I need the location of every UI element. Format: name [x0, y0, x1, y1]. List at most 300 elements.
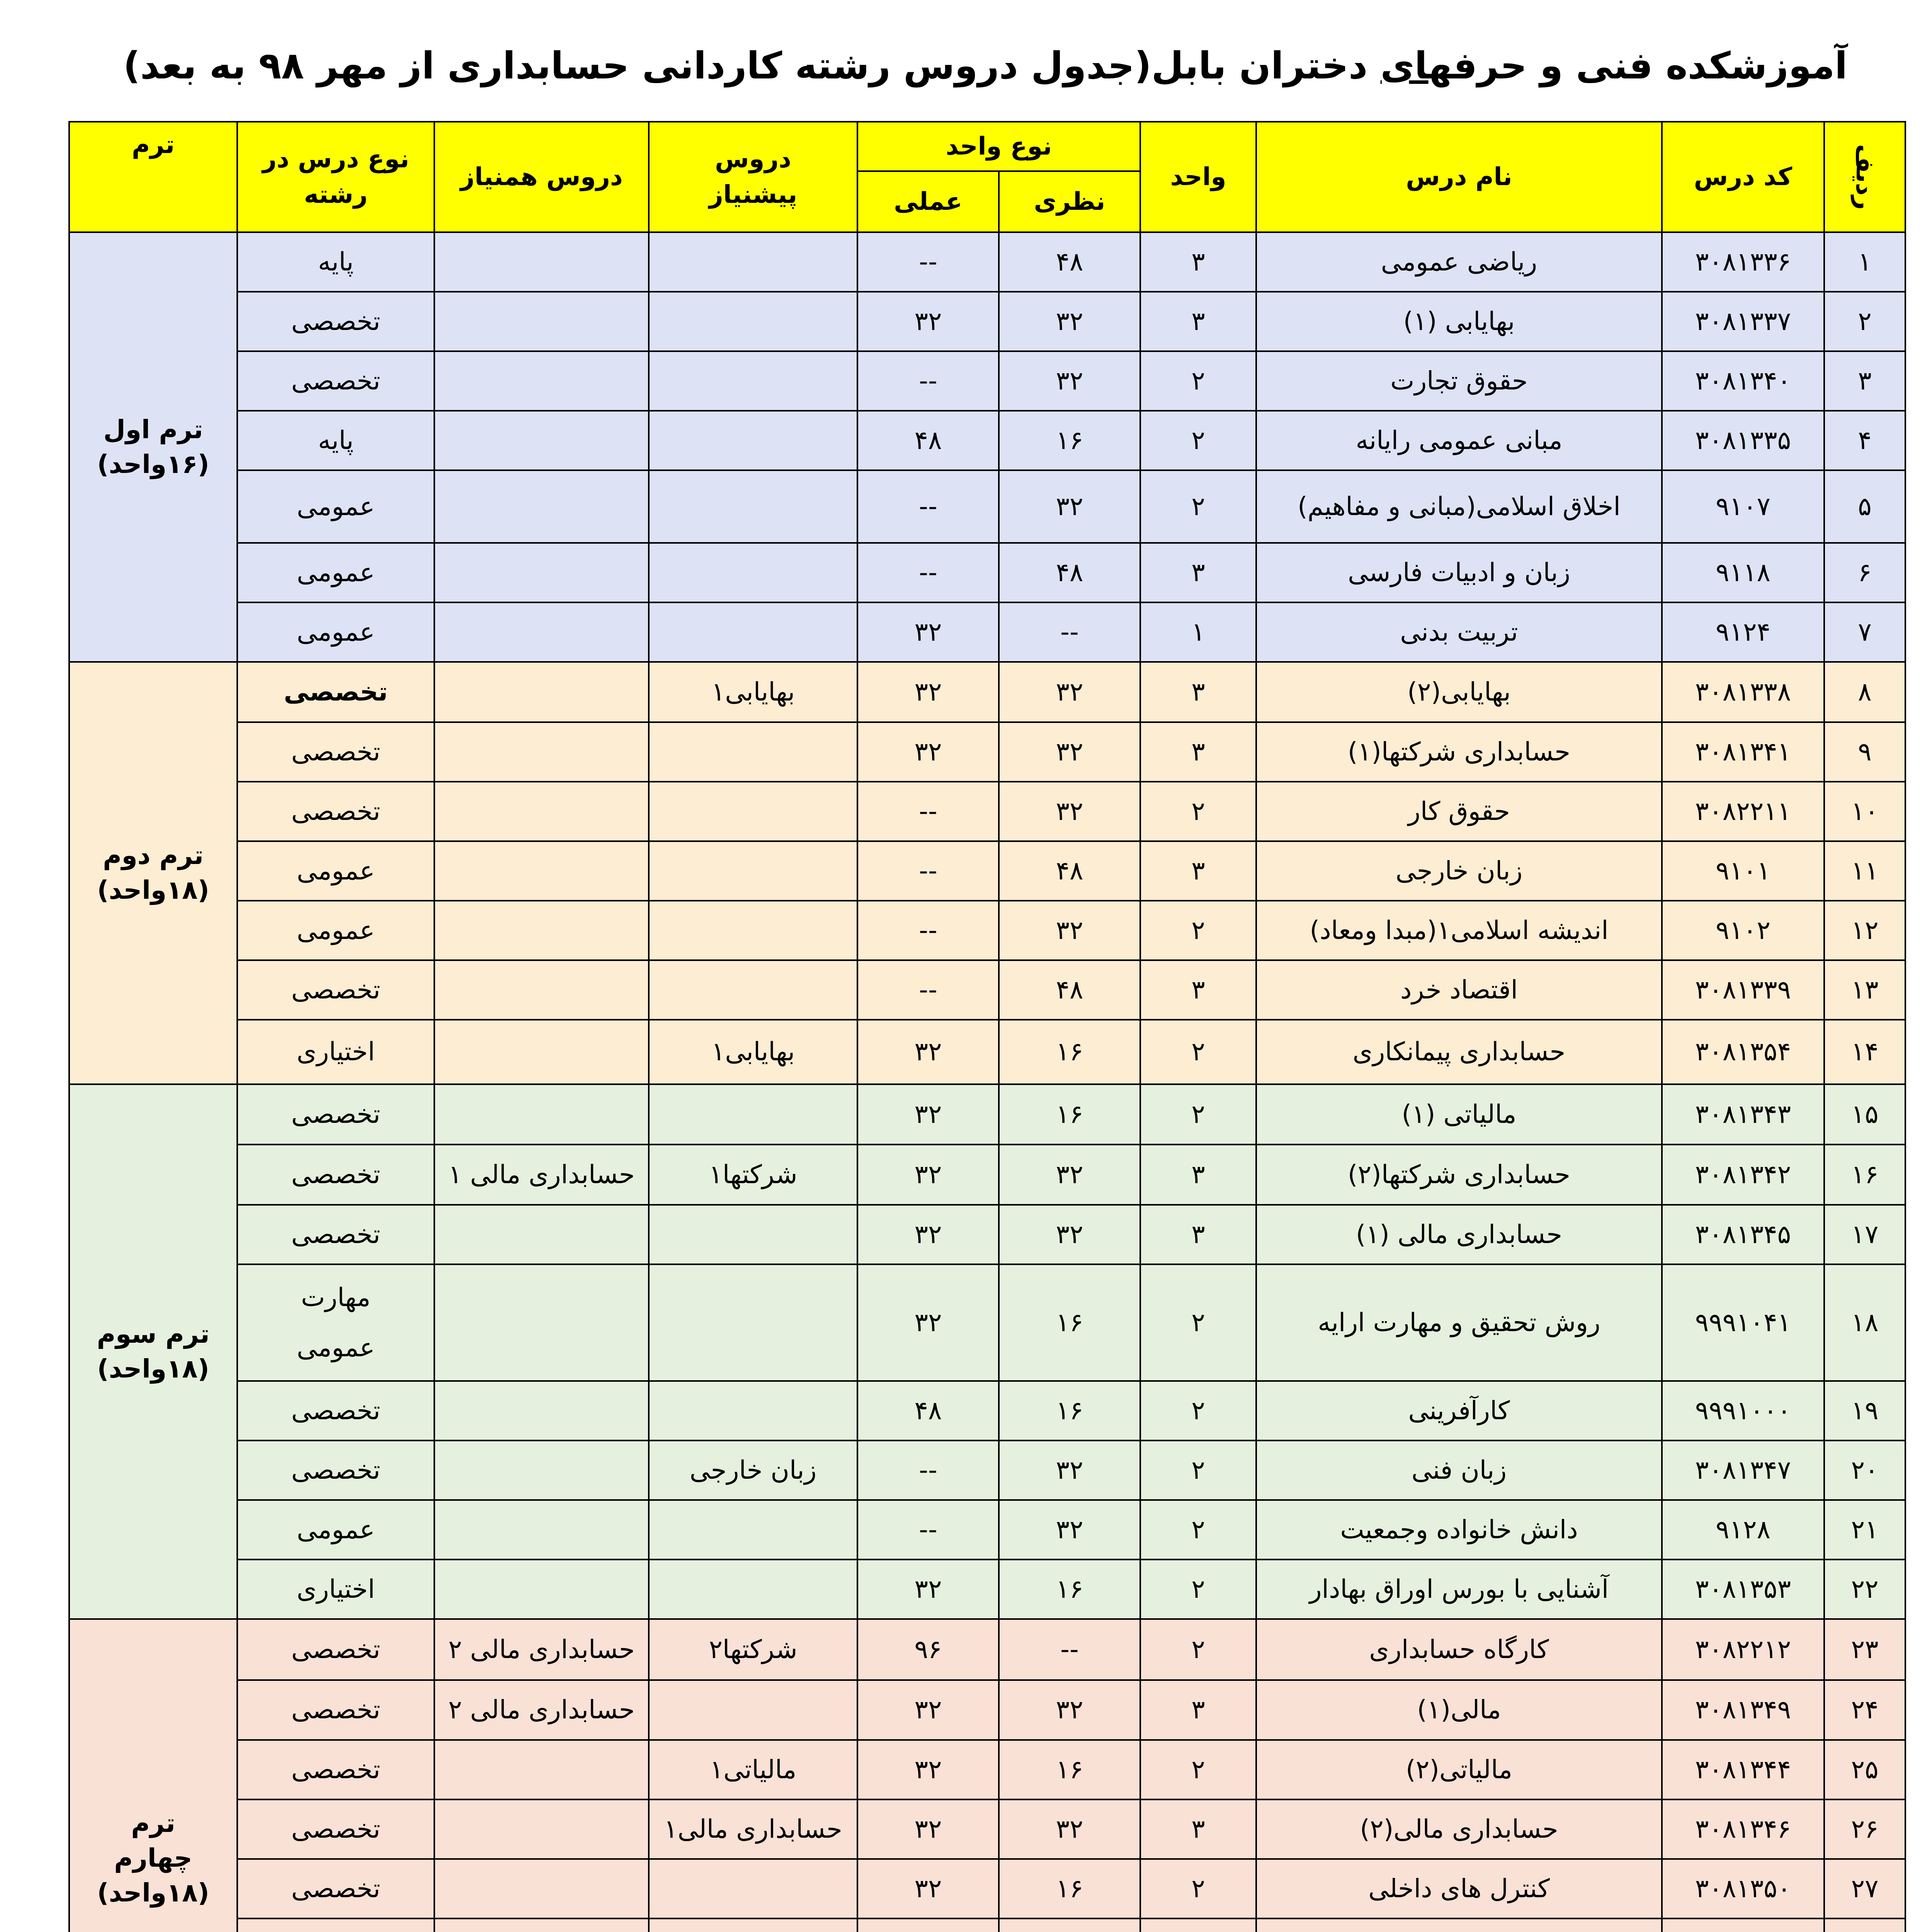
corequisite-cell — [434, 232, 649, 292]
corequisite-cell — [434, 1918, 649, 1932]
theory-hours-cell: ۱۶ — [999, 1381, 1140, 1440]
course-name-cell: مالیاتی(۲) — [1256, 1740, 1662, 1799]
practical-hours-cell: ۳۲ — [857, 1560, 999, 1619]
theory-hours-cell: ۳۲ — [999, 1205, 1140, 1264]
theory-hours-cell: ۳۲ — [999, 292, 1140, 351]
course-name-cell: ریاضی عمومی — [1256, 232, 1662, 292]
course-code-cell: ۳۰۸۱۳۴۵ — [1662, 1205, 1824, 1264]
units-cell: ۳ — [1140, 1799, 1256, 1859]
units-cell: ۳ — [1140, 960, 1256, 1020]
corequisite-cell — [434, 960, 649, 1020]
units-cell: ۲ — [1140, 1264, 1256, 1381]
course-code-cell: ۹۱۰۷ — [1662, 470, 1824, 543]
theory-hours-cell: ۳۲ — [999, 662, 1140, 722]
corequisite-cell — [434, 722, 649, 782]
practical-hours-cell: ۳۲ — [857, 1799, 999, 1859]
course-name-cell: کارگاه حسابداری — [1256, 1619, 1662, 1680]
practical-hours-cell: -- — [857, 351, 999, 411]
prerequisite-cell — [649, 1560, 857, 1619]
term-cell — [69, 662, 237, 1084]
course-type-cell: تخصصی — [237, 662, 434, 722]
corequisite-cell — [434, 901, 649, 960]
table-row — [69, 1740, 1905, 1799]
corequisite-cell — [434, 411, 649, 470]
table-row — [69, 1500, 1905, 1560]
table-row — [69, 292, 1905, 351]
practical-hours-cell: ۳۲ — [857, 1205, 999, 1264]
header-row-number: ردیف — [1824, 122, 1905, 232]
prerequisite-cell — [649, 1205, 857, 1264]
course-code-cell: ۳۰۸۲۲۱۲ — [1662, 1619, 1824, 1680]
corequisite-cell: حسابداری مالی ۱ — [434, 1145, 649, 1205]
row-number-cell: ۱۹ — [1824, 1381, 1905, 1440]
course-type-cell: تخصصی — [237, 1084, 434, 1145]
practical-hours-cell: ۳۲ — [857, 1740, 999, 1799]
row-number-cell: ۱۲ — [1824, 901, 1905, 960]
course-name-cell: حسابداری شرکتها(۲) — [1256, 1145, 1662, 1205]
course-name-cell: حسابداری مالی (۱) — [1256, 1205, 1662, 1264]
row-number-cell: ۱۵ — [1824, 1084, 1905, 1145]
term-label-line: ترم اول — [103, 414, 203, 444]
course-type-cell: تخصصی — [237, 782, 434, 841]
theory-hours-cell: ۴۸ — [999, 232, 1140, 292]
prerequisite-cell: زبان خارجی — [649, 1440, 857, 1500]
title-pre: آموزشکده فنی و حرفه — [1428, 44, 1848, 87]
row-number-cell: ۱۶ — [1824, 1145, 1905, 1205]
header-name: نام درس — [1256, 122, 1662, 232]
course-type-cell: عمومی — [237, 1500, 434, 1560]
prerequisite-cell — [649, 782, 857, 841]
row-number-cell: ۲۱ — [1824, 1500, 1905, 1560]
units-cell: ۳ — [1140, 232, 1256, 292]
course-name-cell: کارآفرینی — [1256, 1381, 1662, 1440]
units-cell: ۲ — [1140, 1740, 1256, 1799]
header-units: واحد — [1140, 122, 1256, 232]
practical-hours-cell: -- — [857, 1500, 999, 1560]
prerequisite-cell: بهایابی۱ — [649, 1020, 857, 1084]
term-label-line: چهارم — [114, 1843, 192, 1873]
course-code-cell: ۹۱۰۲ — [1662, 901, 1824, 960]
course-code-cell: ۳۰۸۱۳۴۰ — [1662, 351, 1824, 411]
practical-hours-cell: ۳۲ — [857, 1084, 999, 1145]
practical-hours-cell: -- — [857, 841, 999, 901]
practical-hours-cell: ۹۶ — [857, 1619, 999, 1680]
course-type-part: مهارت — [301, 1282, 371, 1313]
course-code-cell: ۳۰۸۱۳۳۶ — [1662, 232, 1824, 292]
units-cell: ۳ — [1140, 662, 1256, 722]
course-type-part: عمومی — [297, 1333, 375, 1363]
corequisite-cell — [434, 662, 649, 722]
theory-hours-cell: ۳۲ — [999, 1145, 1140, 1205]
theory-hours-cell: ۳۲ — [999, 470, 1140, 543]
row-number-cell: ۲۳ — [1824, 1619, 1905, 1680]
theory-hours-cell: ۴۸ — [999, 543, 1140, 602]
course-type-cell: پایه — [237, 232, 434, 292]
corequisite-cell — [434, 351, 649, 411]
theory-hours-cell: ۱۶ — [999, 1020, 1140, 1084]
course-code-cell: ۳۰۸۱۳۴۲ — [1662, 1145, 1824, 1205]
prerequisite-cell: حسابداری مالی۱ — [649, 1799, 857, 1859]
table-row — [69, 782, 1905, 841]
prerequisite-cell — [649, 351, 857, 411]
term-cell — [69, 232, 237, 662]
theory-hours-cell: ۳۲ — [999, 782, 1140, 841]
practical-hours-cell: ۳۲ — [857, 602, 999, 662]
practical-hours-cell: ۴۸ — [857, 1381, 999, 1440]
course-name-cell: اقتصاد خرد — [1256, 960, 1662, 1020]
course-code-cell: ۳۰۸۱۳۵۳ — [1662, 1560, 1824, 1619]
prerequisite-cell — [649, 1859, 857, 1918]
practical-hours-cell: ۳۲ — [857, 1680, 999, 1740]
course-name-cell: مبانی عمومی رایانه — [1256, 411, 1662, 470]
document-title — [46, 37, 1924, 95]
course-name-cell: زبان خارجی — [1256, 841, 1662, 901]
theory-hours-cell: ۳۲ — [999, 722, 1140, 782]
course-code-cell: ۳۰۸۱۳۴۴ — [1662, 1740, 1824, 1799]
course-type-cell: اختیاری — [237, 1020, 434, 1084]
table-row — [69, 1918, 1905, 1932]
row-number-cell: ۱۳ — [1824, 960, 1905, 1020]
row-number-cell — [1824, 1918, 1905, 1932]
practical-hours-cell: ۳۲ — [857, 1264, 999, 1381]
course-name-cell: زبان و ادبیات فارسی — [1256, 543, 1662, 602]
table-row — [69, 1145, 1905, 1205]
theory-hours-cell: ۳۲ — [999, 351, 1140, 411]
row-number-cell: ۲۷ — [1824, 1859, 1905, 1918]
prerequisite-cell — [649, 602, 857, 662]
practical-hours-cell — [857, 1918, 999, 1932]
practical-hours-cell: -- — [857, 901, 999, 960]
course-type-cell — [237, 1264, 434, 1381]
corequisite-cell — [434, 1560, 649, 1619]
course-code-cell: ۹۱۰۱ — [1662, 841, 1824, 901]
course-type-cell: عمومی — [237, 543, 434, 602]
theory-hours-cell: ۳۲ — [999, 1799, 1140, 1859]
row-number-cell: ۴ — [1824, 411, 1905, 470]
course-code-cell: ۳۰۸۱۳۴۹ — [1662, 1680, 1824, 1740]
course-type-cell: تخصصی — [237, 1799, 434, 1859]
row-number-cell: ۶ — [1824, 543, 1905, 602]
term-label-line: ترم سوم — [97, 1319, 210, 1349]
term-label-line: (۱۸واحد) — [97, 875, 209, 905]
row-number-cell: ۸ — [1824, 662, 1905, 722]
course-type-cell: پایه — [237, 411, 434, 470]
units-cell: ۲ — [1140, 1440, 1256, 1500]
theory-hours-cell: ۱۶ — [999, 1084, 1140, 1145]
theory-hours-cell: ۱۶ — [999, 1740, 1140, 1799]
header-course-type: نوع درس در رشته — [237, 122, 434, 232]
course-type-cell — [237, 1918, 434, 1932]
units-cell: ۳ — [1140, 722, 1256, 782]
table-row — [69, 722, 1905, 782]
course-code-cell: ۳۰۸۱۳۴۱ — [1662, 722, 1824, 782]
corequisite-cell — [434, 1381, 649, 1440]
table-row — [69, 470, 1905, 543]
term-cell — [69, 1084, 237, 1619]
row-number-cell: ۲۶ — [1824, 1799, 1905, 1859]
course-code-cell: ۳۰۸۱۳۴۷ — [1662, 1440, 1824, 1500]
course-code-cell: ۳۰۸۱۳۳۹ — [1662, 960, 1824, 1020]
units-cell: ۲ — [1140, 1020, 1256, 1084]
table-body — [69, 232, 1905, 1932]
course-type-cell: تخصصی — [237, 1619, 434, 1680]
course-code-cell — [1662, 1918, 1824, 1932]
course-code-cell: ۹۱۲۴ — [1662, 602, 1824, 662]
title-underlined: ای — [1380, 44, 1429, 87]
course-code-cell: ۳۰۸۱۳۳۷ — [1662, 292, 1824, 351]
term-label-line: (۱۶واحد) — [97, 449, 209, 479]
table-row — [69, 960, 1905, 1020]
table-header — [69, 122, 1905, 232]
prerequisite-cell — [649, 1918, 857, 1932]
theory-hours-cell: ۱۶ — [999, 1264, 1140, 1381]
course-type-cell: اختیاری — [237, 1560, 434, 1619]
corequisite-cell — [434, 1500, 649, 1560]
units-cell: ۲ — [1140, 351, 1256, 411]
row-number-cell: ۲۲ — [1824, 1560, 1905, 1619]
corequisite-cell — [434, 470, 649, 543]
course-code-cell: ۹۹۹۱۰۰۰ — [1662, 1381, 1824, 1440]
corequisite-cell — [434, 1020, 649, 1084]
course-type-cell: تخصصی — [237, 722, 434, 782]
course-type-cell: تخصصی — [237, 1205, 434, 1264]
course-code-cell: ۳۰۸۱۳۳۵ — [1662, 411, 1824, 470]
theory-hours-cell: ۱۶ — [999, 1859, 1140, 1918]
prerequisite-cell — [649, 901, 857, 960]
course-name-cell: حسابداری پیمانکاری — [1256, 1020, 1662, 1084]
practical-hours-cell: -- — [857, 232, 999, 292]
units-cell: ۲ — [1140, 1560, 1256, 1619]
course-type-cell: تخصصی — [237, 960, 434, 1020]
row-number-cell: ۲ — [1824, 292, 1905, 351]
corequisite-cell — [434, 1264, 649, 1381]
theory-hours-cell: ۱۶ — [999, 411, 1140, 470]
row-number-cell: ۲۴ — [1824, 1680, 1905, 1740]
table-row — [69, 1680, 1905, 1740]
practical-hours-cell: -- — [857, 960, 999, 1020]
course-code-cell: ۹۹۹۱۰۴۱ — [1662, 1264, 1824, 1381]
course-code-cell: ۳۰۸۲۲۱۱ — [1662, 782, 1824, 841]
course-code-cell: ۳۰۸۱۳۴۳ — [1662, 1084, 1824, 1145]
row-number-cell: ۱۴ — [1824, 1020, 1905, 1084]
course-type-cell: تخصصی — [237, 1680, 434, 1740]
prerequisite-cell — [649, 841, 857, 901]
course-code-cell: ۳۰۸۱۳۵۰ — [1662, 1859, 1824, 1918]
course-type-cell: عمومی — [237, 841, 434, 901]
prerequisite-cell — [649, 232, 857, 292]
theory-hours-cell: -- — [999, 1619, 1140, 1680]
course-name-cell: مالیاتی (۱) — [1256, 1084, 1662, 1145]
header-coreq: دروس همنیاز — [434, 122, 649, 232]
row-number-cell: ۲۵ — [1824, 1740, 1905, 1799]
term-label-line: (۱۸واحد) — [97, 1878, 209, 1908]
units-cell: ۲ — [1140, 1500, 1256, 1560]
units-cell: ۳ — [1140, 1680, 1256, 1740]
prerequisite-cell — [649, 1264, 857, 1381]
course-name-cell: بهایابی (۱) — [1256, 292, 1662, 351]
table-row — [69, 351, 1905, 411]
prerequisite-cell: مالیاتی۱ — [649, 1740, 857, 1799]
table-row — [69, 1084, 1905, 1145]
practical-hours-cell: ۳۲ — [857, 722, 999, 782]
prerequisite-cell — [649, 1680, 857, 1740]
table-row — [69, 1799, 1905, 1859]
row-number-cell: ۱۱ — [1824, 841, 1905, 901]
header-theory: نظری — [999, 171, 1140, 232]
table-row — [69, 1560, 1905, 1619]
header-unit-type: نوع واحد — [857, 122, 1140, 171]
units-cell: ۲ — [1140, 470, 1256, 543]
course-type-cell: تخصصی — [237, 292, 434, 351]
course-name-cell: حقوق تجارت — [1256, 351, 1662, 411]
term-label-line: ترم — [131, 1808, 175, 1838]
prerequisite-cell: شرکتها۲ — [649, 1619, 857, 1680]
theory-hours-cell — [999, 1918, 1140, 1932]
table-row — [69, 841, 1905, 901]
practical-hours-cell: -- — [857, 1440, 999, 1500]
row-number-cell: ۷ — [1824, 602, 1905, 662]
units-cell: ۲ — [1140, 1381, 1256, 1440]
units-cell: ۲ — [1140, 901, 1256, 960]
practical-hours-cell: -- — [857, 543, 999, 602]
units-cell: ۳ — [1140, 543, 1256, 602]
prerequisite-cell — [649, 1084, 857, 1145]
row-number-cell: ۵ — [1824, 470, 1905, 543]
course-type-cell: تخصصی — [237, 1145, 434, 1205]
course-name-cell: حقوق کار — [1256, 782, 1662, 841]
course-type-cell: تخصصی — [237, 1381, 434, 1440]
prerequisite-cell — [649, 1381, 857, 1440]
course-name-cell: تربیت بدنی — [1256, 602, 1662, 662]
practical-hours-cell: ۳۲ — [857, 1859, 999, 1918]
term-label-line: ترم دوم — [103, 840, 204, 871]
course-name-cell: بهایابی(۲) — [1256, 662, 1662, 722]
practical-hours-cell: ۳۲ — [857, 1020, 999, 1084]
units-cell: ۲ — [1140, 411, 1256, 470]
table-row — [69, 232, 1905, 292]
table-row — [69, 901, 1905, 960]
corequisite-cell — [434, 1205, 649, 1264]
header-code: کد درس — [1662, 122, 1824, 232]
prerequisite-cell — [649, 411, 857, 470]
course-name-cell: زبان فنی — [1256, 1440, 1662, 1500]
row-number-cell: ۲۰ — [1824, 1440, 1905, 1500]
course-code-cell: ۹۱۲۸ — [1662, 1500, 1824, 1560]
practical-hours-cell: ۳۲ — [857, 292, 999, 351]
theory-hours-cell: ۳۲ — [999, 1500, 1140, 1560]
course-name-cell: مالی(۱) — [1256, 1680, 1662, 1740]
course-type-cell: عمومی — [237, 602, 434, 662]
course-type-cell: تخصصی — [237, 351, 434, 411]
header-prereq: دروس پیشنیاز — [649, 122, 857, 232]
course-type-cell: تخصصی — [237, 1859, 434, 1918]
corequisite-cell: حسابداری مالی ۲ — [434, 1619, 649, 1680]
corequisite-cell — [434, 602, 649, 662]
theory-hours-cell: -- — [999, 602, 1140, 662]
table-row — [69, 1859, 1905, 1918]
header-practical: عملی — [857, 171, 999, 232]
course-table — [68, 121, 1906, 1932]
course-name-cell: روش تحقیق و مهارت ارایه — [1256, 1264, 1662, 1381]
corequisite-cell — [434, 543, 649, 602]
theory-hours-cell: ۳۲ — [999, 1680, 1140, 1740]
prerequisite-cell: بهایابی۱ — [649, 662, 857, 722]
units-cell: ۲ — [1140, 1619, 1256, 1680]
corequisite-cell — [434, 292, 649, 351]
course-name-cell — [1256, 1918, 1662, 1932]
corequisite-cell — [434, 1799, 649, 1859]
course-name-cell: کنترل های داخلی — [1256, 1859, 1662, 1918]
table-row — [69, 1205, 1905, 1264]
course-code-cell: ۳۰۸۱۳۵۴ — [1662, 1020, 1824, 1084]
units-cell: ۳ — [1140, 1145, 1256, 1205]
corequisite-cell — [434, 841, 649, 901]
corequisite-cell — [434, 782, 649, 841]
prerequisite-cell — [649, 1500, 857, 1560]
table-row — [69, 411, 1905, 470]
corequisite-cell — [434, 1084, 649, 1145]
theory-hours-cell: ۴۸ — [999, 841, 1140, 901]
course-name-cell: آشنایی با بورس اوراق بهادار — [1256, 1560, 1662, 1619]
course-name-cell: دانش خانواده وجمعیت — [1256, 1500, 1662, 1560]
theory-hours-cell: ۳۲ — [999, 901, 1140, 960]
course-code-cell: ۳۰۸۱۳۳۸ — [1662, 662, 1824, 722]
practical-hours-cell: -- — [857, 782, 999, 841]
corequisite-cell — [434, 1440, 649, 1500]
prerequisite-cell — [649, 960, 857, 1020]
title-post: دختران بابل(جدول دروس رشته کاردانی حسابداری از مهر ۹۸ به بعد) — [123, 44, 1381, 87]
row-number-cell: ۱ — [1824, 232, 1905, 292]
practical-hours-cell: ۳۲ — [857, 662, 999, 722]
course-code-cell: ۹۱۱۸ — [1662, 543, 1824, 602]
units-cell: ۳ — [1140, 1205, 1256, 1264]
prerequisite-cell: شرکتها۱ — [649, 1145, 857, 1205]
table-row — [69, 1440, 1905, 1500]
prerequisite-cell — [649, 470, 857, 543]
table-row — [69, 1381, 1905, 1440]
corequisite-cell: حسابداری مالی ۲ — [434, 1680, 649, 1740]
practical-hours-cell: ۴۸ — [857, 411, 999, 470]
row-number-cell: ۱۷ — [1824, 1205, 1905, 1264]
prerequisite-cell — [649, 543, 857, 602]
course-name-cell: اندیشه اسلامی۱(مبدا ومعاد) — [1256, 901, 1662, 960]
header-term: ترم — [69, 122, 237, 232]
corequisite-cell — [434, 1859, 649, 1918]
units-cell — [1140, 1918, 1256, 1932]
units-cell: ۱ — [1140, 602, 1256, 662]
course-name-cell: حسابداری مالی(۲) — [1256, 1799, 1662, 1859]
units-cell: ۳ — [1140, 292, 1256, 351]
row-number-cell: ۳ — [1824, 351, 1905, 411]
prerequisite-cell — [649, 722, 857, 782]
units-cell: ۲ — [1140, 1084, 1256, 1145]
term-cell — [69, 1619, 237, 1932]
table-row — [69, 1020, 1905, 1084]
theory-hours-cell: ۴۸ — [999, 960, 1140, 1020]
theory-hours-cell: ۳۲ — [999, 1440, 1140, 1500]
row-number-cell: ۱۰ — [1824, 782, 1905, 841]
course-code-cell: ۳۰۸۱۳۴۶ — [1662, 1799, 1824, 1859]
row-number-cell: ۱۸ — [1824, 1264, 1905, 1381]
units-cell: ۲ — [1140, 782, 1256, 841]
row-number-cell: ۹ — [1824, 722, 1905, 782]
theory-hours-cell: ۱۶ — [999, 1560, 1140, 1619]
course-name-cell: اخلاق اسلامی(مبانی و مفاهیم) — [1256, 470, 1662, 543]
term-label-line: (۱۸واحد) — [97, 1354, 209, 1384]
practical-hours-cell: -- — [857, 470, 999, 543]
table-row — [69, 543, 1905, 602]
prerequisite-cell — [649, 292, 857, 351]
